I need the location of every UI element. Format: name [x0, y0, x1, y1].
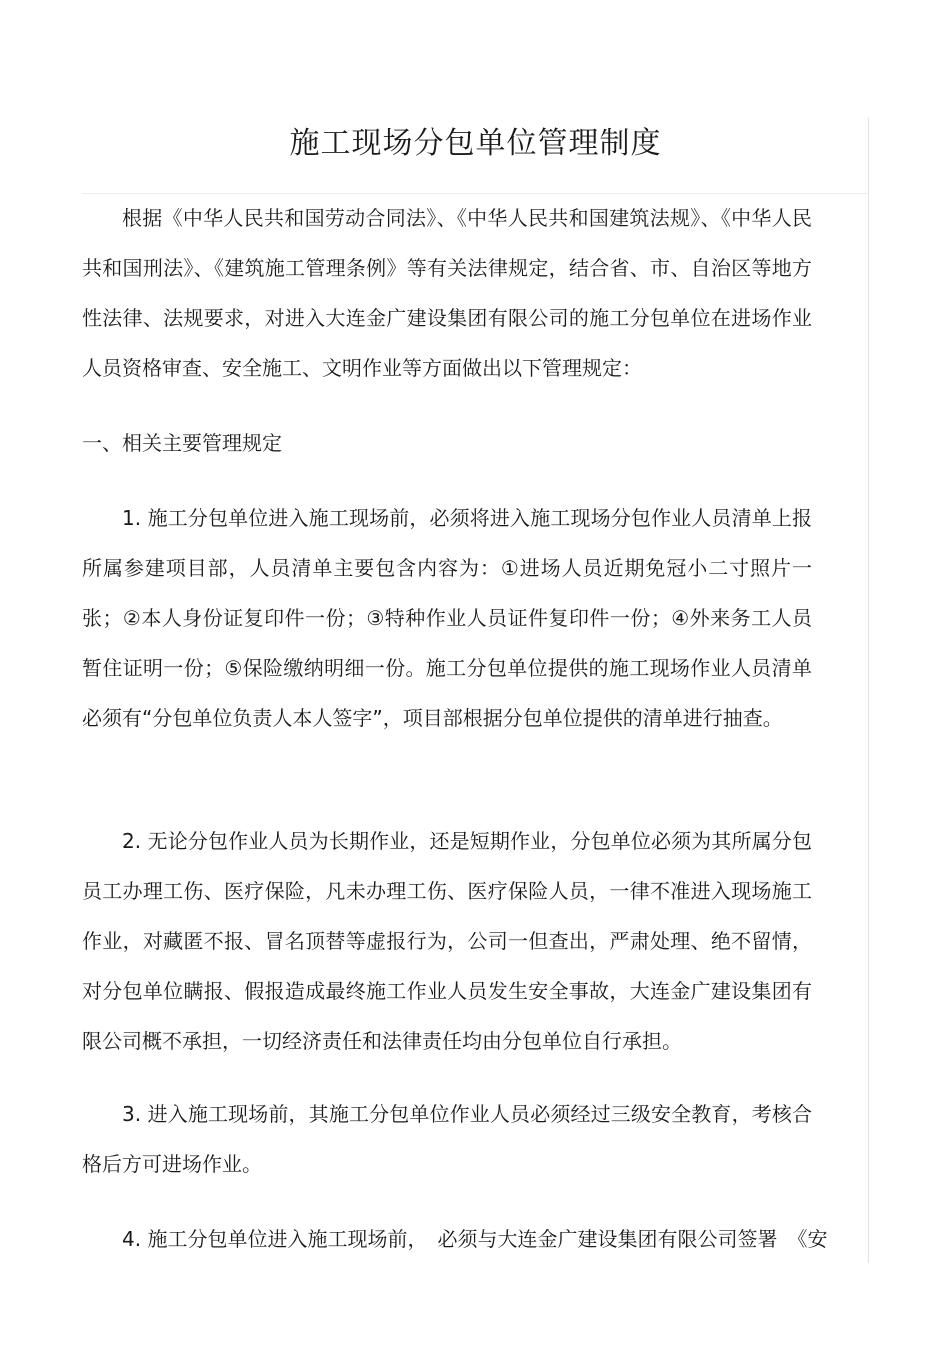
intro-paragraph: 根据《中华人民共和国劳动合同法》、《中华人民共和国建筑法规》、《中华人民共和国刑法》、《建筑施工管理条例》等有关法律规定，结合省、市、自治区等地方性法律、法规要求，对进入大连金广建设集团有限公司的施工分包单位在进场作业人员资格审查、安全施工、文明作业等方面做出以下管理规定： — [82, 206, 812, 380]
regulation-item-3: 3. 进入施工现场前，其施工分包单位作业人员必须经过三级安全教育，考核合格后方可进场作业。 — [82, 1102, 812, 1176]
document-title: 施工现场分包单位管理制度 — [289, 126, 662, 161]
page-edge-divider — [868, 118, 869, 1263]
section-heading: 一、相关主要管理规定 — [82, 431, 282, 455]
regulation-item-4: 4. 施工分包单位进入施工现场前， 必须与大连金广建设集团有限公司签署 《安 — [122, 1227, 828, 1251]
regulation-item-1: 1. 施工分包单位进入施工现场前，必须将进入施工现场分包作业人员清单上报所属参建项目部，人员清单主要包含内容为：①进场人员近期免冠小二寸照片一张；②本人身份证复印件一份；③特种作业人员证件复印件一份；④外来务工人员暂住证明一份；⑤保险缴纳明细一份。施工分包单位提供的施工现场作业人员清单必须有“分包单位负责人本人签字”，项目部根据分包单位提供的清单进行抽查。 — [82, 506, 812, 730]
regulation-item-2: 2. 无论分包作业人员为长期作业，还是短期作业，分包单位必须为其所属分包员工办理工伤、医疗保险，凡未办理工伤、医疗保险人员，一律不准进入现场施工作业，对藏匿不报、冒名顶替等虚报行为，公司一但查出，严肃处理、绝不留情，对分包单位瞒报、假报造成最终施工作业人员发生安全事故，大连金广建设集团有限公司概不承担，一切经济责任和法律责任均由分包单位自行承担。 — [82, 829, 812, 1053]
